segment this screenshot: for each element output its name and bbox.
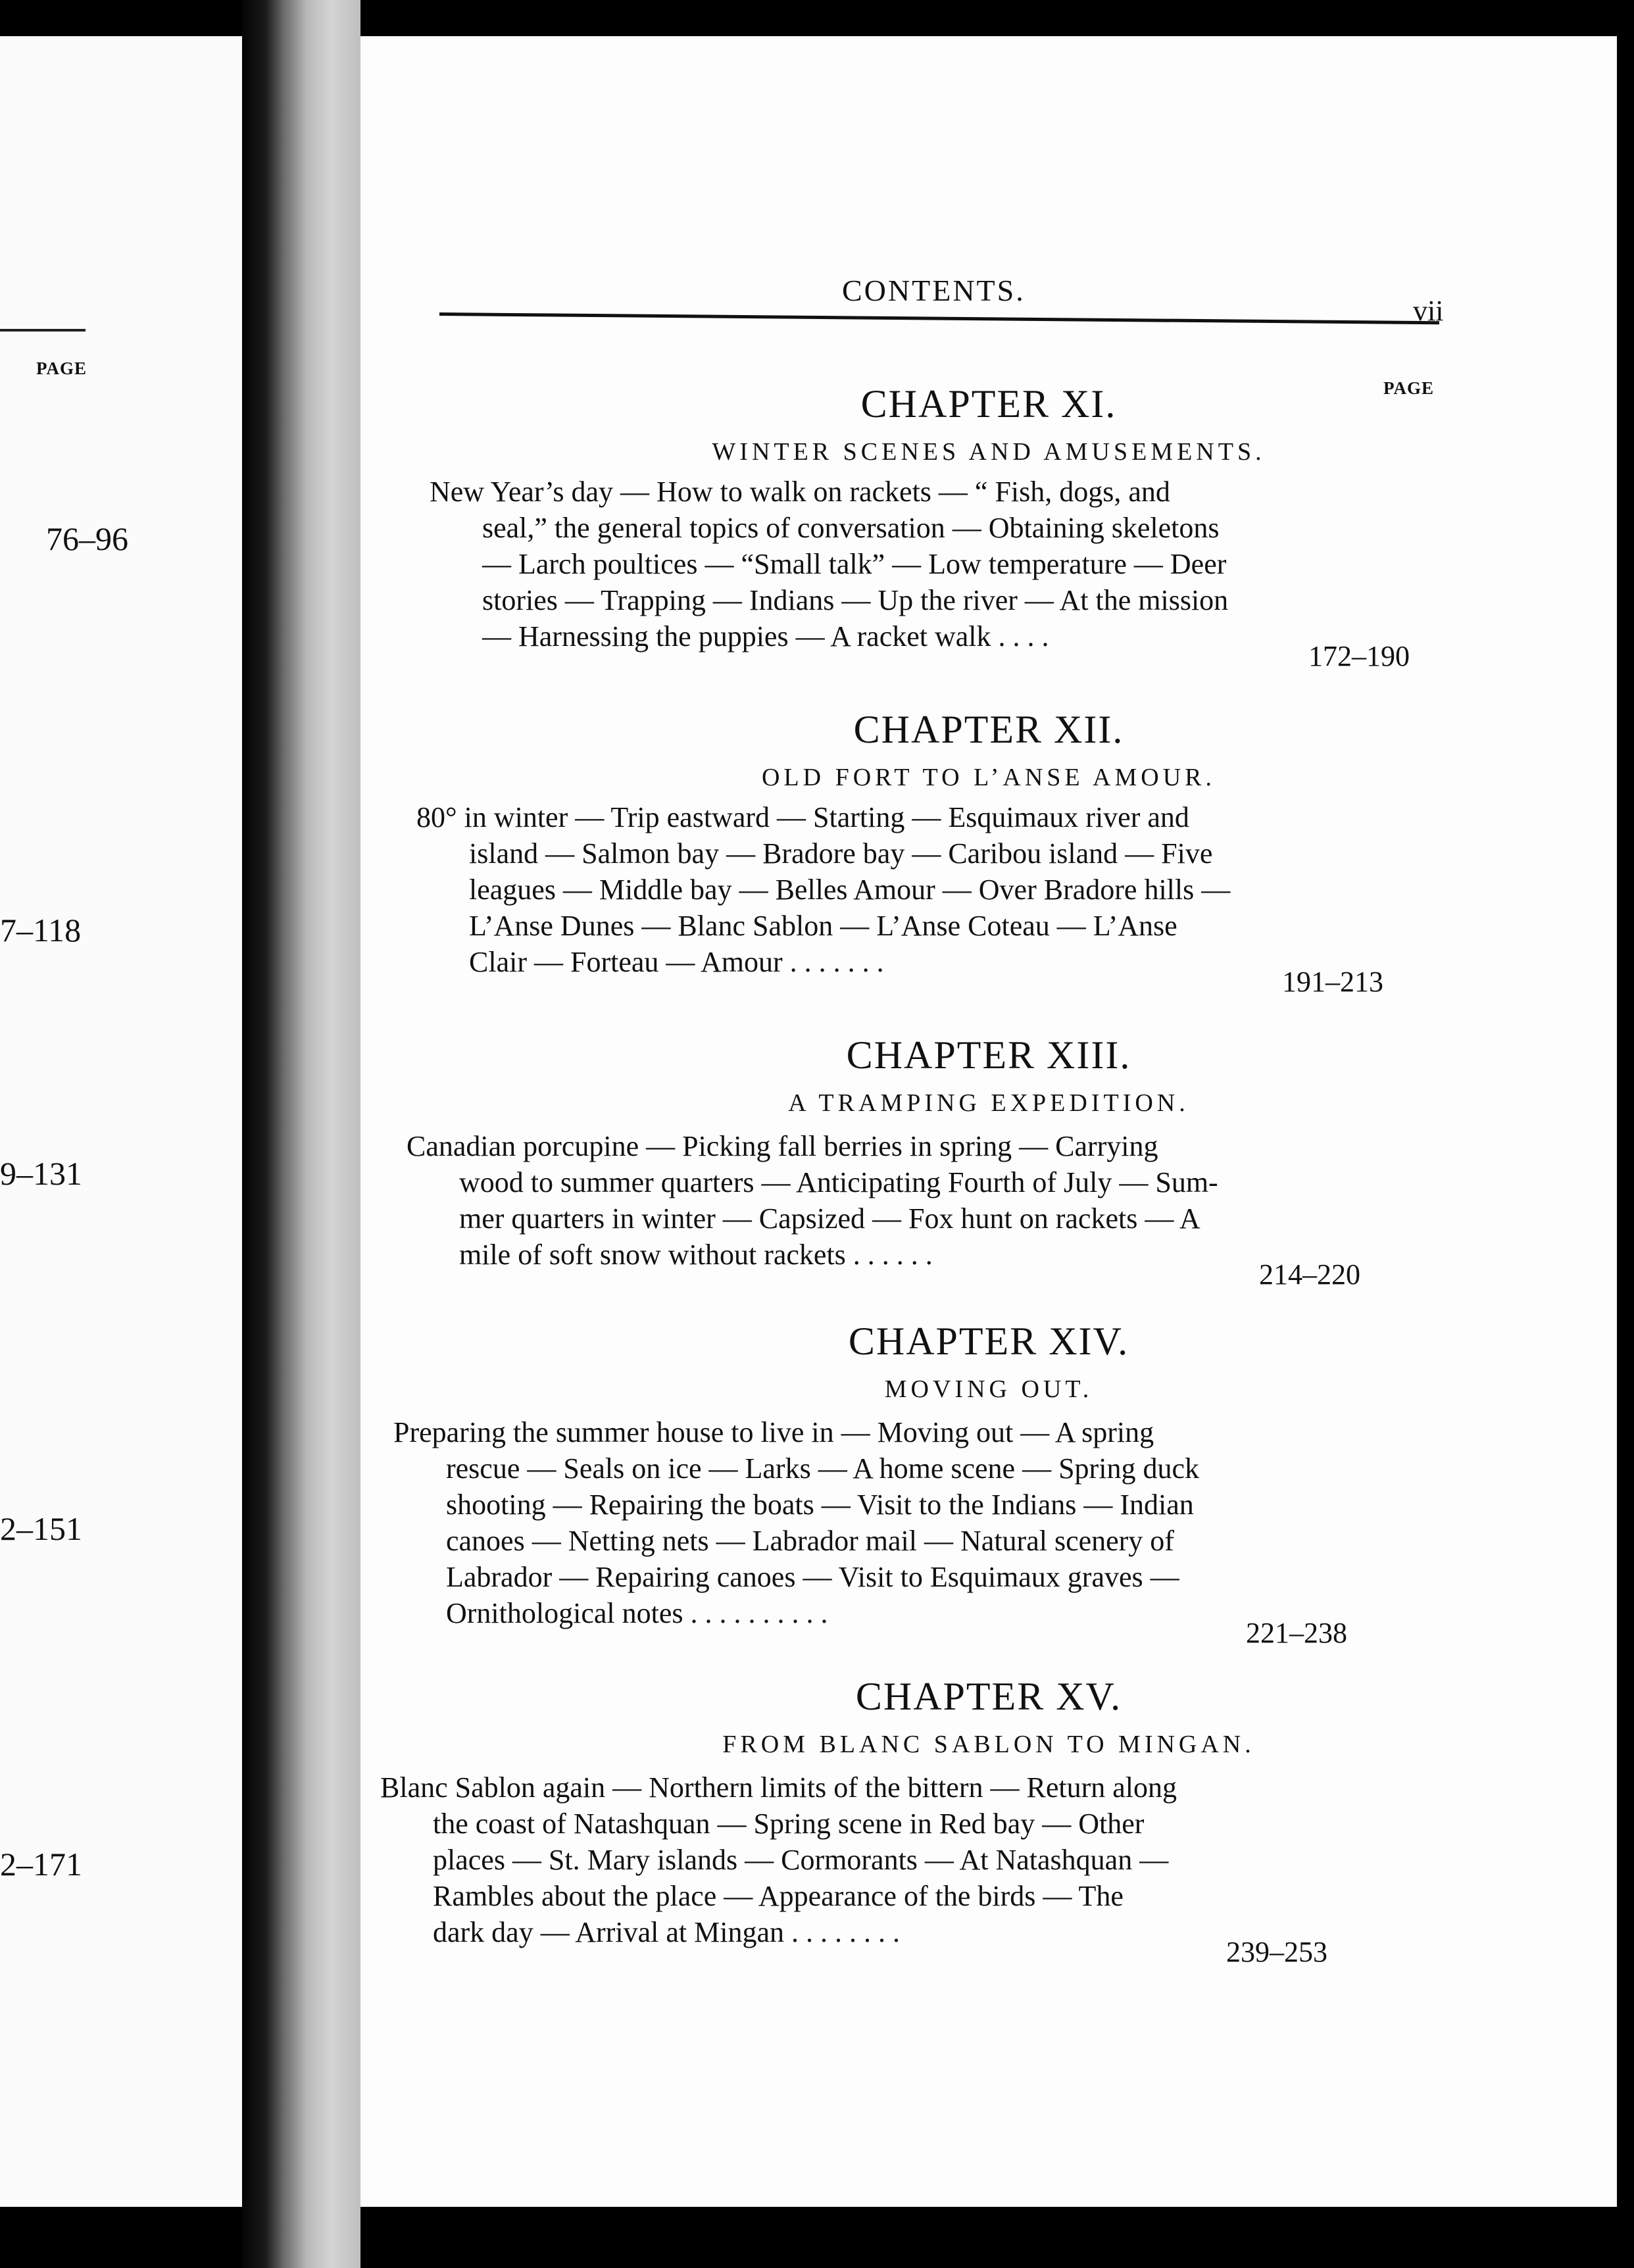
summary-line: Ornithological notes . . . . . . . . . . xyxy=(446,1597,828,1629)
page-column-label: PAGE xyxy=(1383,378,1434,398)
chapter-heading: CHAPTER XI. xyxy=(860,382,1117,426)
summary-line: mile of soft snow without rackets . . . . . . xyxy=(459,1239,933,1271)
page-range: 191–213 xyxy=(1282,966,1383,998)
chapter-heading: CHAPTER XIII. xyxy=(846,1033,1131,1077)
chapter-title: A TRAMPING EXPEDITION. xyxy=(788,1089,1189,1117)
summary-line: Labrador — Repairing canoes — Visit to Esquimaux graves — xyxy=(446,1561,1179,1593)
summary-line: mer quarters in winter — Capsized — Fox hunt on rackets — A xyxy=(459,1202,1201,1235)
summary-line: stories — Trapping — Indians — Up the river — At the mission xyxy=(482,584,1229,616)
page-range: 221–238 xyxy=(1246,1617,1347,1649)
summary-line: Rambles about the place — Appearance of the birds — The xyxy=(433,1880,1124,1912)
book-gutter xyxy=(242,0,360,2268)
folio: vii xyxy=(1413,295,1444,327)
summary-line: places — St. Mary islands — Cormorants — At Natashquan — xyxy=(433,1844,1169,1876)
summary-line: the coast of Natashquan — Spring scene in Red bay — Other xyxy=(433,1808,1145,1840)
chapter-summary xyxy=(407,1128,1360,1291)
page-range: 214–220 xyxy=(1259,1258,1360,1291)
left-page xyxy=(0,36,242,2207)
chapter-heading: CHAPTER XV. xyxy=(855,1675,1122,1718)
summary-line: Clair — Forteau — Amour . . . . . . . xyxy=(469,946,884,978)
chapter-title: WINTER SCENES AND AMUSEMENTS. xyxy=(712,438,1266,466)
summary-line: rescue — Seals on ice — Larks — A home scene — Spring duck xyxy=(446,1452,1199,1485)
chapter-title: OLD FORT TO L’ANSE AMOUR. xyxy=(761,764,1216,791)
left-page-label: PAGE xyxy=(36,358,87,378)
page-range: 239–253 xyxy=(1226,1936,1327,1968)
summary-line: 80° in winter — Trip eastward — Starting — Esquimaux river and xyxy=(416,801,1189,833)
chapter-title: FROM BLANC SABLON TO MINGAN. xyxy=(722,1731,1255,1758)
chapter-summary xyxy=(380,1769,1327,1968)
summary-line: Preparing the summer house to live in — Moving out — A spring xyxy=(393,1416,1154,1448)
summary-line: leagues — Middle bay — Belles Amour — Over Bradore hills — xyxy=(469,874,1231,906)
running-head: CONTENTS. xyxy=(842,274,1026,307)
left-page-number: 2–171 xyxy=(0,1846,82,1883)
chapter-heading: CHAPTER XII. xyxy=(853,708,1124,751)
summary-line: seal,” the general topics of conversation — Obtaining skeletons xyxy=(482,512,1220,544)
chapter-summary xyxy=(416,799,1383,998)
chapter-summary xyxy=(430,474,1410,672)
summary-line: Canadian porcupine — Picking fall berries in spring — Carrying xyxy=(407,1130,1158,1162)
left-page-number: 2–151 xyxy=(0,1510,82,1547)
contents-page xyxy=(360,36,1617,2207)
left-page-number: 9–131 xyxy=(0,1155,82,1192)
summary-line: shooting — Repairing the boats — Visit to the Indians — Indian xyxy=(446,1489,1194,1521)
summary-line: island — Salmon bay — Bradore bay — Caribou island — Five xyxy=(469,837,1213,870)
chapter-summary xyxy=(393,1414,1347,1649)
chapter-heading: CHAPTER XIV. xyxy=(848,1319,1129,1363)
summary-line: dark day — Arrival at Mingan . . . . . . . . xyxy=(433,1916,900,1948)
page-range: 172–190 xyxy=(1308,640,1410,672)
summary-line: — Larch poultices — “Small talk” — Low temperature — Deer xyxy=(482,548,1227,580)
summary-line: L’Anse Dunes — Blanc Sablon — L’Anse Coteau — L’Anse xyxy=(469,910,1177,942)
header-rule xyxy=(439,312,1439,324)
summary-line: canoes — Netting nets — Labrador mail — Natural scenery of xyxy=(446,1525,1174,1557)
summary-line: — Harnessing the puppies — A racket walk . . . . xyxy=(482,620,1049,653)
summary-line: New Year’s day — How to walk on rackets — “ Fish, dogs, and xyxy=(430,476,1170,508)
left-header-rule xyxy=(0,329,86,332)
summary-line: Blanc Sablon again — Northern limits of the bittern — Return along xyxy=(380,1771,1177,1804)
summary-line: wood to summer quarters — Anticipating Fourth of July — Sum- xyxy=(459,1166,1218,1198)
chapter-title: MOVING OUT. xyxy=(884,1375,1093,1403)
left-page-number: 7–118 xyxy=(0,912,82,949)
left-page-number: 76–96 xyxy=(46,520,128,557)
